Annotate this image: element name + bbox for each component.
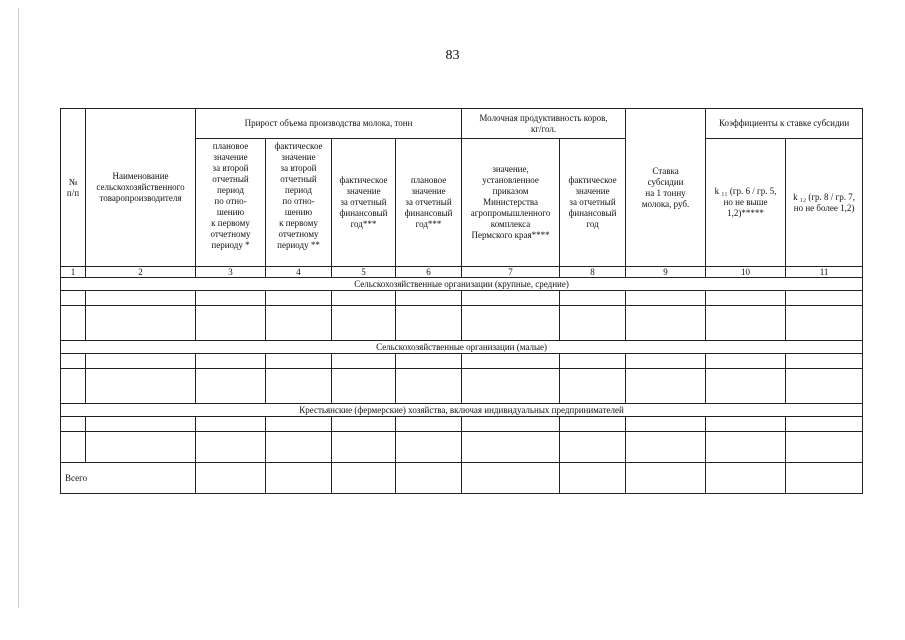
table-row [61,306,863,341]
table-row [61,417,863,432]
subsidy-table [60,108,863,494]
header-col-5: фактическое значение за отчетный финансовый год*** [332,139,396,267]
table-row [61,354,863,369]
table-row [61,291,863,306]
section-row-small [61,341,863,354]
colnum: 4 [266,267,332,278]
column-number-row [61,267,863,278]
colnum: 10 [706,267,786,278]
colnum: 3 [196,267,266,278]
header-col-8: фактическое значение за отчетный финансовый год [560,139,626,267]
colnum: 1 [61,267,86,278]
scan-edge-line [18,8,19,608]
table-row [61,432,863,463]
section-row-farms [61,404,863,417]
total-row [61,463,863,494]
total-label: Всего [61,463,196,494]
page-number: 83 [445,48,460,63]
header-col-6: плановое значение за отчетный финансовый год*** [396,139,462,267]
table-row [61,369,863,404]
section-title-large: Сельскохозяйственные организации (крупные, средние) [61,278,863,291]
header-group-increase: Прирост объема производства молока, тонн [196,109,462,139]
section-title-small: Сельскохозяйственные организации (малые) [61,341,863,354]
header-col-9: Ставка субсидии на 1 тонну молока, руб. [626,109,706,267]
header-col-7: значение, установленное приказом Министерства агропромышленного комплекса Пермского края**** [462,139,560,267]
colnum: 6 [396,267,462,278]
colnum: 5 [332,267,396,278]
colnum: 9 [626,267,706,278]
header-col-10: k ₁₁ (гр. 6 / гр. 5, но не выше 1,2)***** [706,139,786,267]
colnum: 7 [462,267,560,278]
header-col-3: плановое значение за второй отчетный период по отно- шению к первому отчетному периоду * [196,139,266,267]
header-group-productivity: Молочная продуктивность коров, кг/гол. [462,109,626,139]
section-title-farms: Крестьянские (фермерские) хозяйства, включая индивидуальных предпринимателей [61,404,863,417]
colnum: 2 [86,267,196,278]
header-col-4: фактическое значение за второй отчетный период по отно- шению к первому отчетному периоду ** [266,139,332,267]
header-group-coeff: Коэффициенты к ставке субсидии [706,109,863,139]
header-row-1 [61,109,863,139]
section-row-large [61,278,863,291]
colnum: 11 [786,267,863,278]
header-col-1: № п/п [61,109,86,267]
header-col-11: k ₁₂ (гр. 8 / гр. 7, но не более 1,2) [786,139,863,267]
header-col-2: Наименование сельскохозяйственного товаропроизводителя [86,109,196,267]
colnum: 8 [560,267,626,278]
